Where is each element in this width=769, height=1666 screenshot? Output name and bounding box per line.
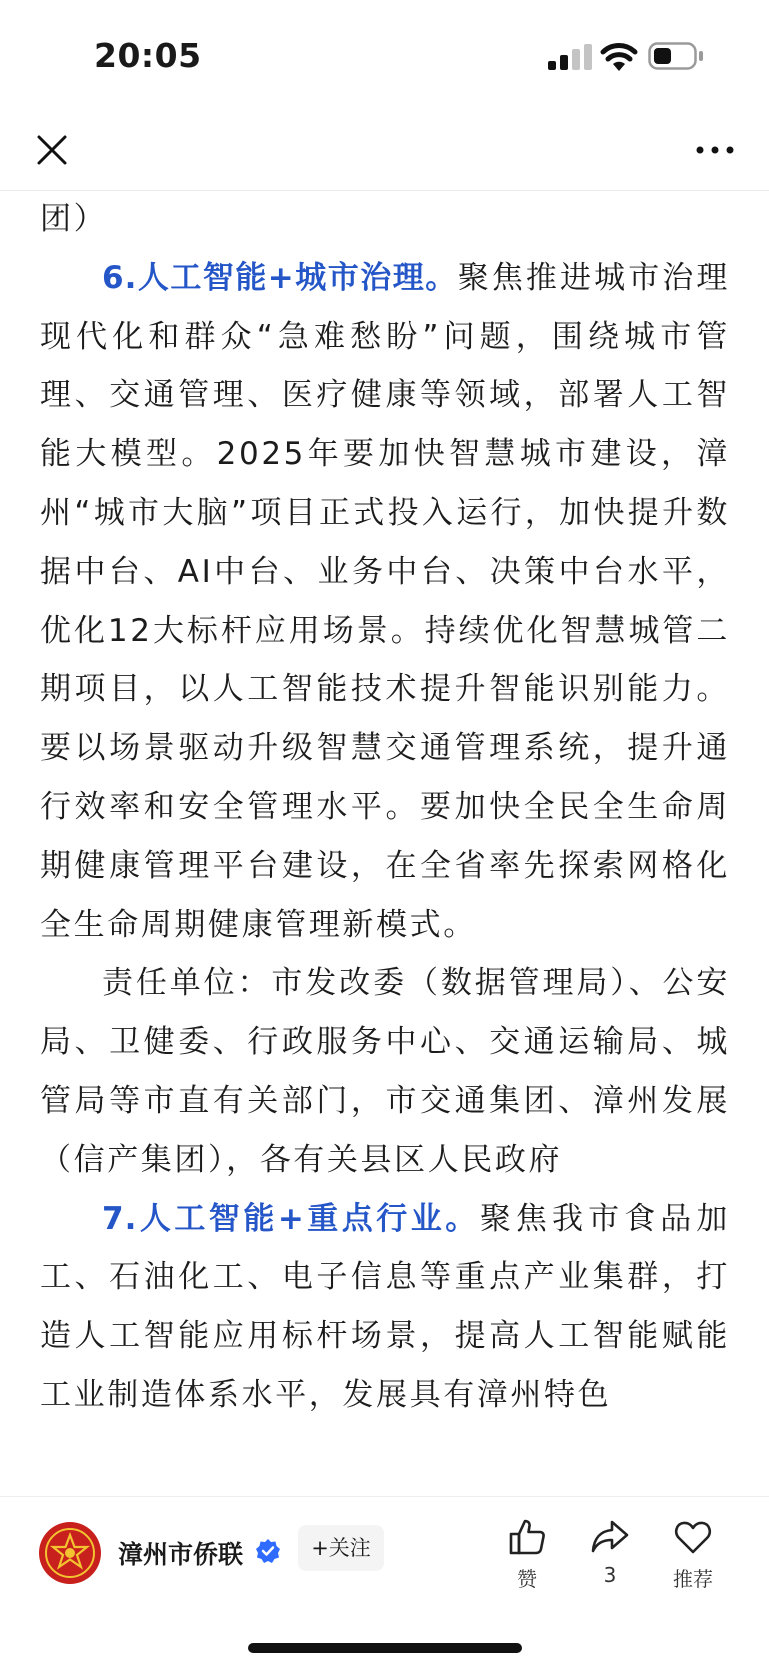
- share-icon: [590, 1517, 630, 1557]
- nav-bar: [0, 110, 769, 191]
- article-top-fragment: 团）: [40, 201, 108, 237]
- section-6-paragraph: [40, 249, 730, 955]
- bottom-bar: [0, 1496, 769, 1666]
- status-time: 20:05: [94, 36, 202, 75]
- verified-icon: [255, 1538, 281, 1564]
- article-body: [40, 191, 730, 1425]
- home-indicator[interactable]: [248, 1643, 522, 1653]
- article-scroll-area[interactable]: [0, 191, 769, 1496]
- close-icon[interactable]: [32, 130, 72, 170]
- share-count: 3: [603, 1563, 617, 1587]
- recommend-button[interactable]: [658, 1517, 728, 1592]
- section-6-body: 聚焦推进城市治理现代化和群众“急难愁盼”问题，围绕城市管理、交通管理、医疗健康等领域，部署人工智能大模型。2025年要加快智慧城市建设，漳州“城市大脑”项目正式投入运行，加快提升数据中台、AI中台、业务中台、决策中台水平，优化12大标杆应用场景。持续优化智慧城管二期项目，以人工智能技术提升智能识别能力。要以场景驱动升级智慧交通管理系统，提升通行效率和安全管理水平。要加快全民全生命周期健康管理平台建设，在全省率先探索网格化全生命周期健康管理新模式。: [40, 259, 730, 943]
- heart-icon: [673, 1517, 713, 1557]
- section-6-responsibility: 责任单位：市发改委（数据管理局）、公安局、卫健委、行政服务中心、交通运输局、城管局等市直有关部门，市交通集团、漳州发展（信产集团），各有关县区人民政府: [40, 965, 730, 1178]
- status-bar: [0, 0, 769, 110]
- recommend-label: 推荐: [673, 1567, 713, 1591]
- thumbs-up-icon: [507, 1517, 547, 1557]
- wifi-icon: [600, 42, 638, 72]
- battery-icon: [648, 42, 704, 70]
- account-name[interactable]: 漳州市侨联: [118, 1540, 244, 1569]
- like-button[interactable]: [492, 1517, 562, 1592]
- follow-button[interactable]: +关注: [298, 1525, 384, 1571]
- account-avatar[interactable]: [38, 1521, 102, 1585]
- signal-icon: [548, 44, 594, 70]
- more-icon[interactable]: [690, 130, 740, 170]
- like-label: 赞: [517, 1567, 537, 1591]
- section-7-heading: 7.人工智能+重点行业。: [102, 1200, 480, 1237]
- section-7-paragraph: [40, 1190, 730, 1425]
- section-6-heading: 6.人工智能+城市治理。: [102, 259, 458, 296]
- section-7-body: 聚焦我市食品加工、石油化工、电子信息等重点产业集群，打造人工智能应用标杆场景，提高人工智能赋能工业制造体系水平，发展具有漳州特色: [40, 1200, 731, 1413]
- share-button[interactable]: [575, 1517, 645, 1587]
